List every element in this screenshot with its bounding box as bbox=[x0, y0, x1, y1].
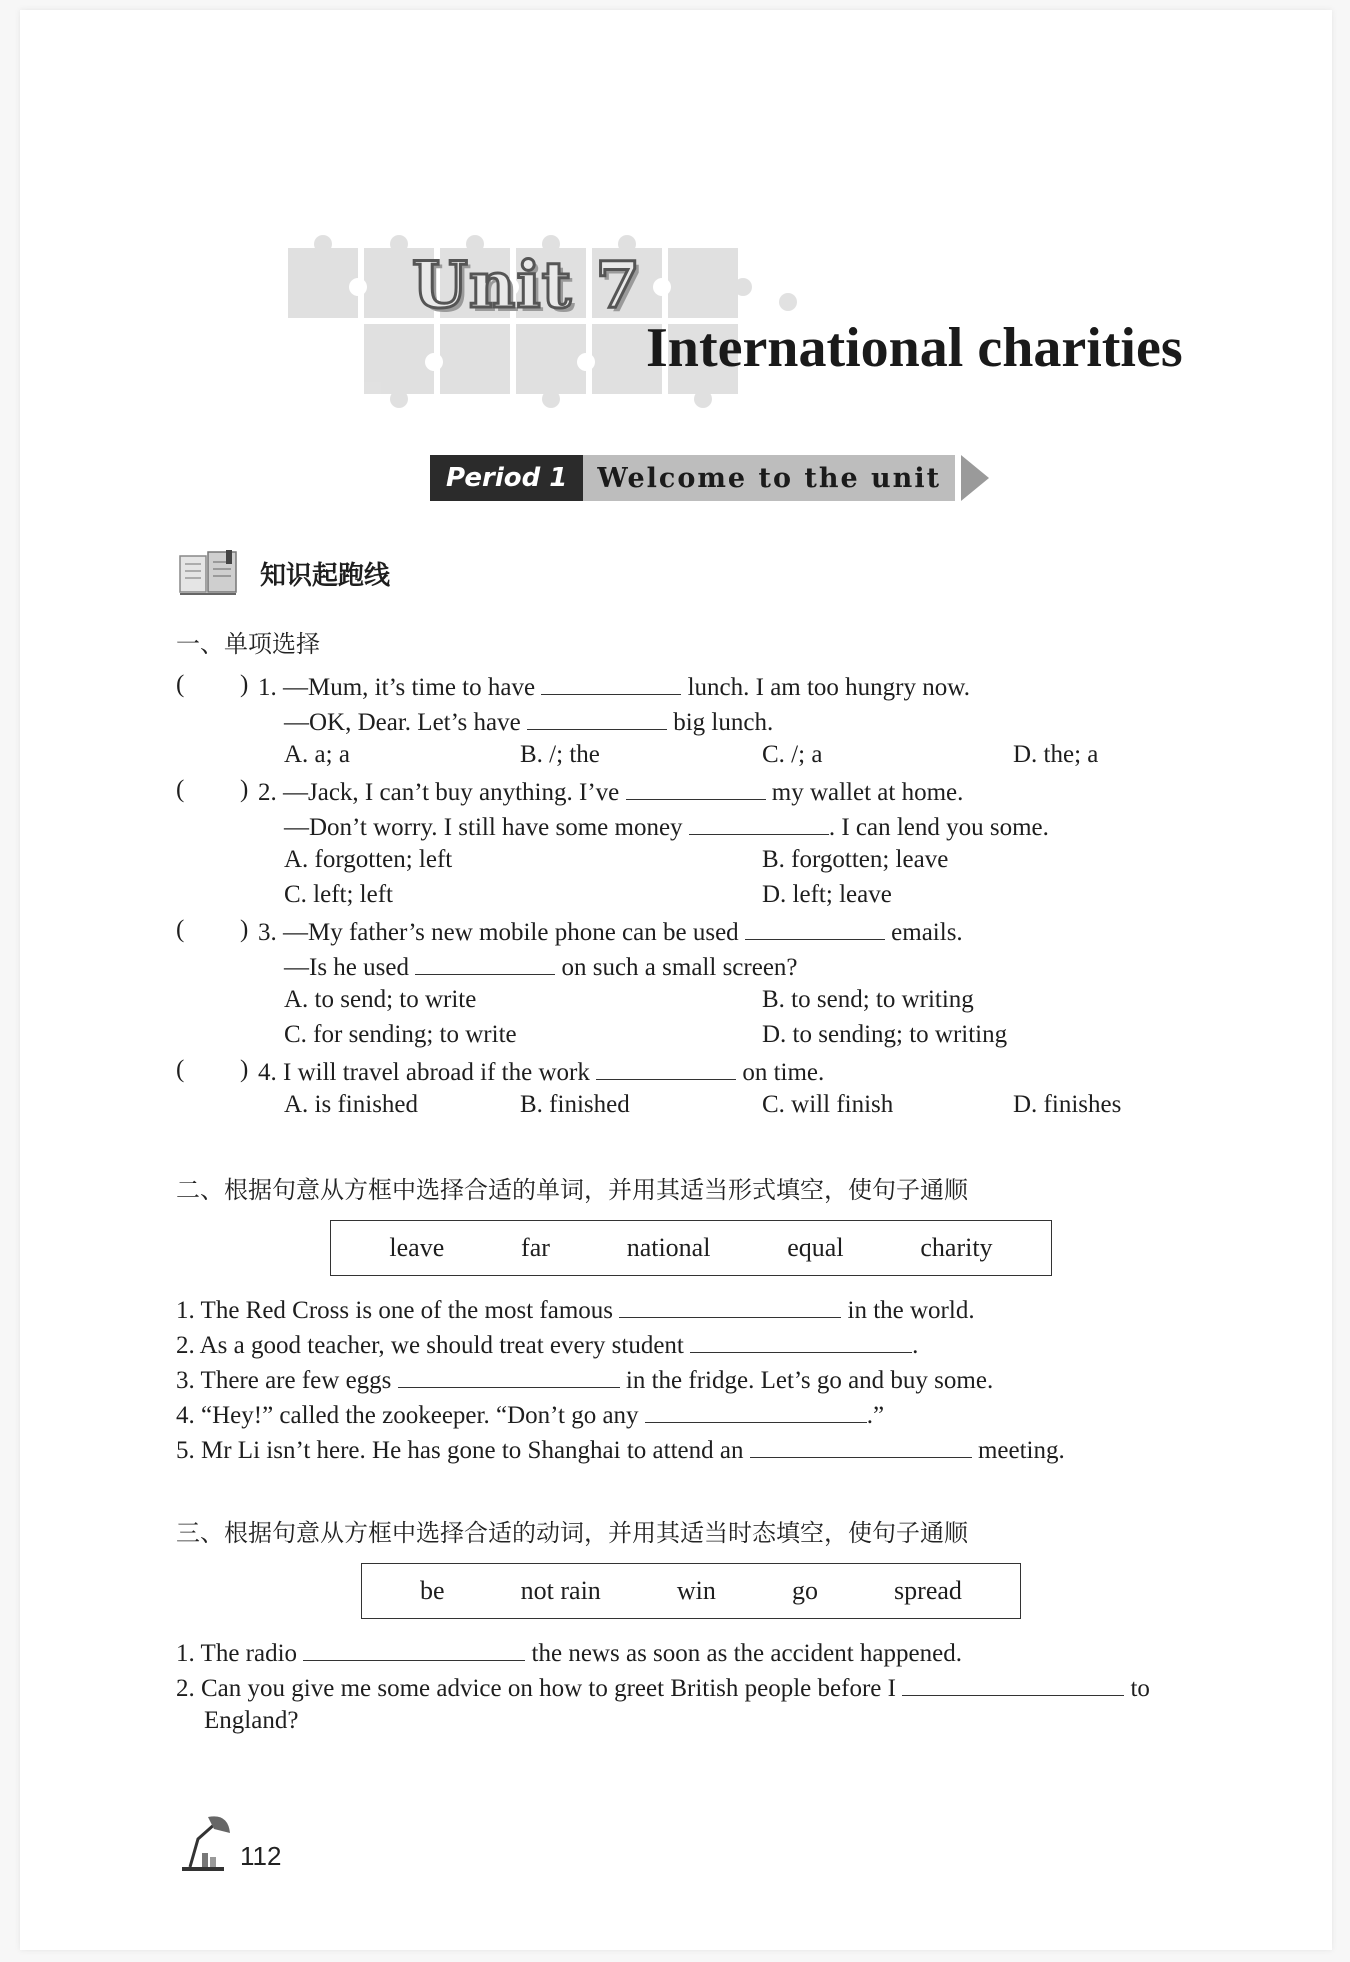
q3-line2-text: —Is he used bbox=[284, 954, 409, 981]
q1-option-b[interactable]: B. /; the bbox=[520, 741, 600, 768]
item-text-end: .” bbox=[866, 1402, 885, 1429]
q3-blank-1[interactable] bbox=[745, 915, 885, 940]
q2-option-c[interactable]: C. left; left bbox=[284, 881, 393, 908]
q1-line1 bbox=[258, 670, 970, 703]
word-box-item: leave bbox=[389, 1233, 445, 1262]
unit-label: Unit 7 bbox=[412, 248, 642, 323]
q3-bracket-open: ( bbox=[176, 916, 185, 943]
word-box-item: charity bbox=[920, 1233, 993, 1262]
q4-option-b[interactable]: B. finished bbox=[520, 1091, 630, 1118]
q3-line1 bbox=[258, 915, 963, 948]
word-box-item: national bbox=[626, 1233, 711, 1262]
word-box-item: not rain bbox=[520, 1576, 601, 1605]
q1-line2 bbox=[284, 705, 773, 738]
item-text: 4. “Hey!” called the zookeeper. “Don’t go any bbox=[176, 1402, 639, 1429]
q1-line1-text: 1. —Mum, it’s time to have bbox=[258, 674, 536, 701]
item-text: 3. There are few eggs bbox=[176, 1367, 392, 1394]
part1-heading: 一、单项选择 bbox=[176, 630, 320, 658]
period-title: Welcome to the unit bbox=[583, 455, 955, 501]
period-tag: Period 1 bbox=[430, 455, 583, 501]
part2-item-1 bbox=[176, 1293, 975, 1326]
q1-line2-text-end: big lunch. bbox=[673, 709, 774, 736]
q1-bracket-open: ( bbox=[176, 671, 185, 698]
q2-option-d[interactable]: D. left; leave bbox=[762, 881, 892, 908]
word-box-item: be bbox=[420, 1576, 445, 1605]
part2-item-3 bbox=[176, 1363, 993, 1396]
q2-option-a[interactable]: A. forgotten; left bbox=[284, 846, 453, 873]
book-icon bbox=[178, 550, 240, 598]
q2-bracket-open: ( bbox=[176, 776, 185, 803]
part2-word-box bbox=[330, 1220, 1052, 1276]
q2-bracket-close: ) bbox=[240, 776, 249, 803]
item-text-end: the news as soon as the accident happened. bbox=[531, 1640, 962, 1667]
q4-blank-1[interactable] bbox=[596, 1055, 736, 1080]
item-text: 2. Can you give me some advice on how to greet British people before I bbox=[176, 1675, 896, 1702]
item-text-end: meeting. bbox=[977, 1437, 1065, 1464]
word-box-item: win bbox=[676, 1576, 716, 1605]
fill-blank[interactable] bbox=[303, 1636, 525, 1661]
period-banner bbox=[430, 455, 989, 501]
part2-item-4 bbox=[176, 1398, 884, 1431]
fill-blank[interactable] bbox=[902, 1671, 1124, 1696]
q2-blank-2[interactable] bbox=[689, 810, 829, 835]
item-text-end: . bbox=[912, 1332, 919, 1359]
q2-line2 bbox=[284, 810, 1049, 843]
q3-option-b[interactable]: B. to send; to writing bbox=[762, 986, 974, 1013]
item-text-end: to bbox=[1130, 1675, 1150, 1702]
fill-blank[interactable] bbox=[619, 1293, 841, 1318]
q2-line2-text-end: . I can lend you some. bbox=[828, 814, 1049, 841]
q1-line1-text-end: lunch. I am too hungry now. bbox=[687, 674, 970, 701]
q2-line2-text: —Don’t worry. I still have some money bbox=[284, 814, 683, 841]
item-text: 1. The Red Cross is one of the most famous bbox=[176, 1297, 613, 1324]
q1-line2-text: —OK, Dear. Let’s have bbox=[284, 709, 521, 736]
item-text: 2. As a good teacher, we should treat every student bbox=[176, 1332, 684, 1359]
part2-heading: 二、根据句意从方框中选择合适的单词，并用其适当形式填空，使句子通顺 bbox=[176, 1176, 968, 1204]
word-box-item: far bbox=[521, 1233, 550, 1262]
page-number: 112 bbox=[240, 1841, 282, 1871]
q2-option-b[interactable]: B. forgotten; leave bbox=[762, 846, 949, 873]
part3-item-2-cont: England? bbox=[204, 1707, 299, 1734]
part3-item-2 bbox=[176, 1671, 1150, 1704]
q3-blank-2[interactable] bbox=[415, 950, 555, 975]
part3-item-1 bbox=[176, 1636, 962, 1669]
q3-line2-text-end: on such a small screen? bbox=[561, 954, 798, 981]
q1-bracket-close: ) bbox=[240, 671, 249, 698]
item-text: 1. The radio bbox=[176, 1640, 298, 1667]
section-heading: 知识起跑线 bbox=[260, 561, 391, 591]
q1-blank-1[interactable] bbox=[541, 670, 681, 695]
q1-blank-2[interactable] bbox=[527, 705, 667, 730]
q1-option-c[interactable]: C. /; a bbox=[762, 741, 823, 768]
q3-option-a[interactable]: A. to send; to write bbox=[284, 986, 477, 1013]
q4-bracket-close: ) bbox=[240, 1056, 249, 1083]
q3-option-d[interactable]: D. to sending; to writing bbox=[762, 1021, 1008, 1048]
q4-option-a[interactable]: A. is finished bbox=[284, 1091, 419, 1118]
q4-option-d[interactable]: D. finishes bbox=[1013, 1091, 1122, 1118]
q4-line1-text: 4. I will travel abroad if the work bbox=[258, 1059, 590, 1086]
q3-line2 bbox=[284, 950, 798, 983]
q2-line1-text-end: my wallet at home. bbox=[771, 779, 964, 806]
q3-bracket-close: ) bbox=[240, 916, 249, 943]
word-box-item: go bbox=[791, 1576, 818, 1605]
part2-item-5 bbox=[176, 1433, 1065, 1466]
item-text-end: in the world. bbox=[847, 1297, 975, 1324]
fill-blank[interactable] bbox=[398, 1363, 620, 1388]
word-box-item: equal bbox=[787, 1233, 844, 1262]
desk-lamp-icon bbox=[176, 1815, 234, 1873]
word-box-item: spread bbox=[894, 1576, 962, 1605]
item-text-end: in the fridge. Let’s go and buy some. bbox=[625, 1367, 994, 1394]
part2-item-2 bbox=[176, 1328, 918, 1361]
part3-heading: 三、根据句意从方框中选择合适的动词，并用其适当时态填空，使句子通顺 bbox=[176, 1519, 968, 1547]
q1-option-d[interactable]: D. the; a bbox=[1013, 741, 1099, 768]
arrow-icon bbox=[961, 455, 989, 501]
item-text: 5. Mr Li isn’t here. He has gone to Shanghai to attend an bbox=[176, 1437, 744, 1464]
q4-bracket-open: ( bbox=[176, 1056, 185, 1083]
q1-option-a[interactable]: A. a; a bbox=[284, 741, 350, 768]
q3-line1-text: 3. —My father’s new mobile phone can be used bbox=[258, 919, 739, 946]
q3-option-c[interactable]: C. for sending; to write bbox=[284, 1021, 517, 1048]
fill-blank[interactable] bbox=[690, 1328, 912, 1353]
part3-word-box bbox=[361, 1563, 1021, 1619]
q2-line1 bbox=[258, 775, 963, 808]
q2-line1-text: 2. —Jack, I can’t buy anything. I’ve bbox=[258, 779, 620, 806]
fill-blank[interactable] bbox=[645, 1398, 867, 1423]
q4-line1 bbox=[258, 1055, 824, 1088]
q3-line1-text-end: emails. bbox=[891, 919, 963, 946]
q4-line1-text-end: on time. bbox=[742, 1059, 825, 1086]
q4-option-c[interactable]: C. will finish bbox=[762, 1091, 894, 1118]
fill-blank[interactable] bbox=[750, 1433, 972, 1458]
q2-blank-1[interactable] bbox=[626, 775, 766, 800]
unit-title: International charities bbox=[646, 317, 1183, 379]
